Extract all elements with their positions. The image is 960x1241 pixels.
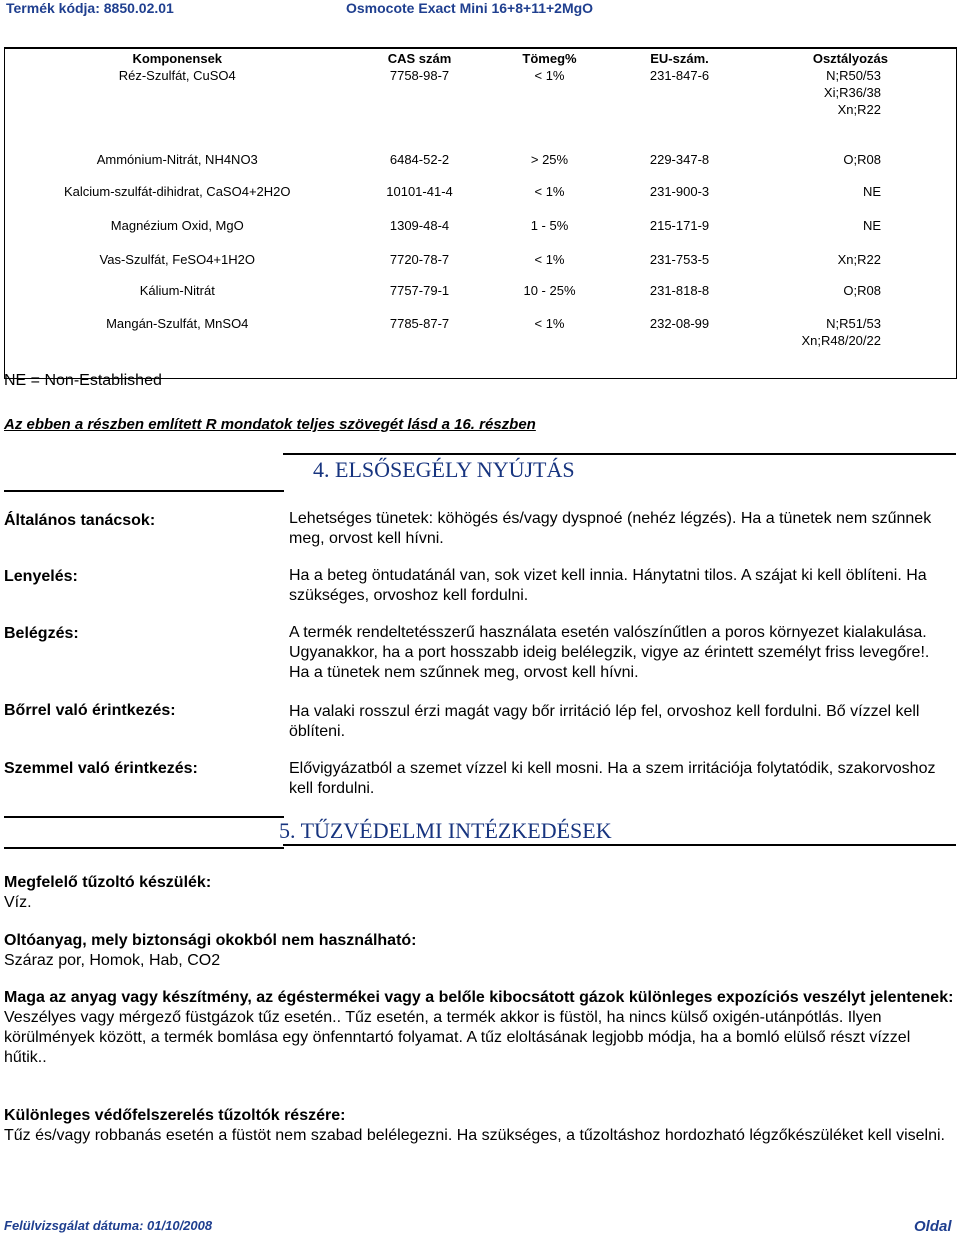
cas-number: 7757-79-1 [389, 283, 450, 298]
ne-note: NE = Non-Established [4, 372, 162, 389]
eu-number: 232-08-99 [649, 316, 710, 331]
col-header-cas: CAS szám [387, 50, 452, 66]
unsuitable-media-block [4, 931, 956, 971]
divider [4, 816, 284, 818]
classification: O;R08 [843, 152, 881, 167]
ingestion-label: Lenyelés: [4, 568, 78, 585]
section-5-title: 5. TŰZVÉDELMI INTÉZKEDÉSEK [283, 818, 956, 846]
special-hazards-text: Veszélyes vagy mérgező füstgázok tűz esetén.. Tűz esetén, a termék akkor is füstöl, ha nincs külső oxigén-utánpótlás. Ilyen körülmények között, a termék bomlása egy önfenntartó folyamat. A tűz eloltásának legjobb módja, ha a bomló elülső részt vízzel hűtik.. [4, 1009, 911, 1066]
component-name: Réz-Szulfát, CuSO4 [118, 68, 236, 83]
classification: O;R08 [843, 283, 881, 298]
eye-contact-label: Szemmel való érintkezés: [4, 760, 198, 777]
divider [4, 490, 284, 492]
product-name: Osmocote Exact Mini 16+8+11+2MgO [346, 0, 594, 16]
table-row [5, 217, 957, 251]
weight-percent: < 1% [534, 184, 565, 199]
special-hazards-label: Maga az anyag vagy készítmény, az égéstermékei vagy a belőle kibocsátott gázok különleges expozíciós veszélyt jelentenek: [4, 989, 954, 1006]
table-row [5, 183, 957, 217]
cas-number: 6484-52-2 [389, 152, 450, 167]
inhalation-label: Belégzés: [4, 625, 79, 642]
unsuitable-media-text: Száraz por, Homok, Hab, CO2 [4, 952, 221, 969]
component-name: Mangán-Szulfát, MnSO4 [106, 316, 249, 331]
protective-equipment-label: Különleges védőfelszerelés tűzoltók részére: [4, 1107, 346, 1124]
protective-equipment-block [4, 1106, 956, 1146]
section-4-title: 4. ELSŐSEGÉLY NYÚJTÁS [283, 453, 956, 483]
general-advice-label: Általános tanácsok: [4, 512, 156, 529]
cas-number: 10101-41-4 [386, 184, 453, 199]
cas-number: 7785-87-7 [389, 316, 450, 331]
classification: NE [862, 218, 881, 233]
weight-percent: < 1% [534, 252, 565, 267]
table-row [5, 251, 957, 282]
eu-number: 231-847-6 [649, 68, 710, 83]
weight-percent: 1 - 5% [530, 218, 569, 233]
col-header-weight: Tömeg% [522, 50, 577, 66]
eu-number: 215-171-9 [649, 218, 710, 233]
table-row [5, 315, 957, 378]
weight-percent: < 1% [534, 68, 565, 83]
classification: NE [862, 184, 881, 199]
extinguishing-media-text: Víz. [4, 894, 32, 911]
unsuitable-media-label: Oltóanyag, mely biztonsági okokból nem használható: [4, 932, 417, 949]
classification: N;R50/53 Xi;R36/38 Xn;R22 [823, 68, 881, 117]
protective-equipment-text: Tűz és/vagy robbanás esetén a füstöt nem szabad belélegezni. Ha szükséges, a tűzoltáshoz hordozható légzőkészüléket kell viselni. [4, 1127, 945, 1144]
table-header-row [5, 48, 957, 67]
component-name: Vas-Szulfát, FeSO4+1H2O [99, 252, 255, 267]
table-row [5, 67, 957, 151]
weight-percent: 10 - 25% [523, 283, 576, 298]
eye-contact-text: Elővigyázatból a szemet vízzel ki kell mosni. Ha a szem irritációja folytatódik, szakorvoshoz kell fordulni. [289, 760, 936, 797]
weight-percent: > 25% [530, 152, 569, 167]
r-phrases-note: Az ebben a részben említett R mondatok teljes szövegét lásd a 16. részben [4, 416, 536, 433]
page-label: Oldal [914, 1218, 952, 1235]
component-name: Kalcium-szulfát-dihidrat, CaSO4+2H2O [63, 184, 291, 199]
divider [4, 847, 284, 849]
component-name: Ammónium-Nitrát, NH4NO3 [96, 152, 258, 167]
component-name: Kálium-Nitrát [139, 283, 215, 298]
extinguishing-media-label: Megfelelő tűzoltó készülék: [4, 874, 212, 891]
components-table [4, 47, 957, 379]
cas-number: 1309-48-4 [389, 218, 450, 233]
eu-number: 231-818-8 [649, 283, 710, 298]
eu-number: 229-347-8 [649, 152, 710, 167]
general-advice-text: Lehetséges tünetek: köhögés és/vagy dyspnoé (nehéz légzés). Ha a tünetek nem szűnnek meg, orvost kell hívni. [289, 510, 932, 547]
weight-percent: < 1% [534, 316, 565, 331]
classification: N;R51/53 Xn;R48/20/22 [801, 316, 881, 348]
component-name: Magnézium Oxid, MgO [110, 218, 244, 233]
skin-contact-text: Ha valaki rosszul érzi magát vagy bőr irritáció lép fel, orvoshoz kell fordulni. Bő vízzel kell öblíteni. [289, 703, 920, 740]
cas-number: 7720-78-7 [389, 252, 450, 267]
classification: Xn;R22 [837, 252, 881, 267]
table-row [5, 282, 957, 315]
inhalation-text: A termék rendeltetésszerű használata esetén valószínűtlen a poros környezet kialakulása. Ugyanakkor, ha a port hosszabb ideig belélegzik, vigye az érintett személyt friss levegőre!. Ha a tünetek nem szűnnek meg, orvost kell hívni. [289, 624, 930, 681]
eu-number: 231-753-5 [649, 252, 710, 267]
skin-contact-label: Bőrrel való érintkezés: [4, 702, 176, 719]
ingestion-text: Ha a beteg öntudatánál van, sok vizet kell innia. Hánytatni tilos. A szájat ki kell öblíteni. Ha szükséges, orvoshoz kell fordulni. [289, 567, 927, 604]
special-hazards-block [4, 988, 956, 1068]
col-header-components: Komponensek [132, 50, 223, 66]
product-code: Termék kódja: 8850.02.01 [6, 0, 174, 16]
revision-date: Felülvizsgálat dátuma: 01/10/2008 [4, 1218, 213, 1233]
col-header-eu: EU-szám. [650, 50, 709, 66]
extinguishing-media-block [4, 873, 956, 913]
table-row [5, 151, 957, 183]
col-header-classification: Osztályozás [812, 50, 888, 66]
cas-number: 7758-98-7 [389, 68, 450, 83]
eu-number: 231-900-3 [649, 184, 710, 199]
